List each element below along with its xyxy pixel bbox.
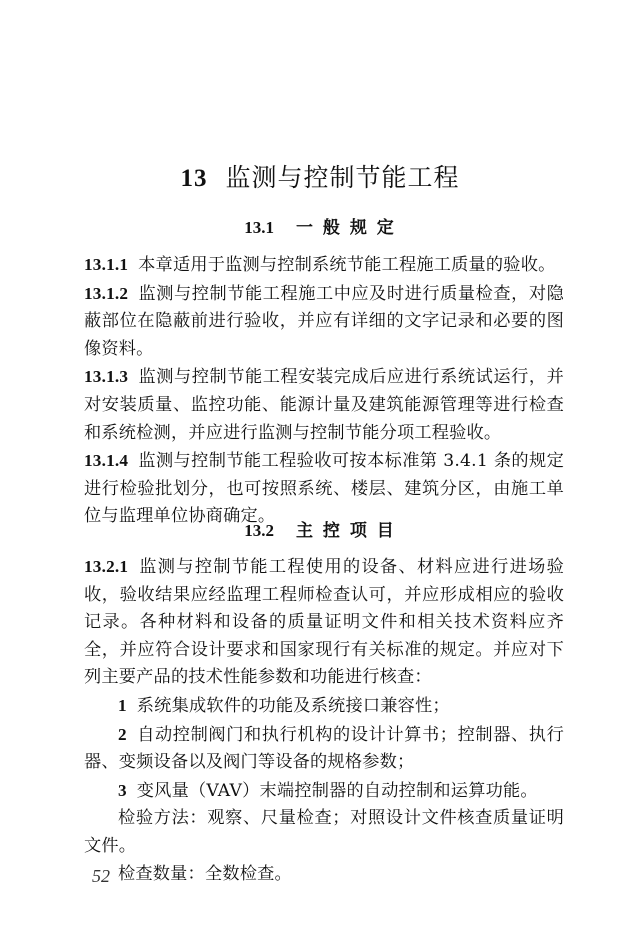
clause-text: 监测与控制节能工程施工中应及时进行质量检查，对隐蔽部位在隐蔽前进行验收，并应有详细的文字记录和必要的图像资料。	[84, 283, 564, 359]
general-provisions	[84, 251, 564, 531]
clause-number: 13.1.1	[84, 255, 129, 274]
section-number: 13.2	[244, 521, 274, 540]
list-item	[84, 721, 564, 777]
section-title-general	[0, 213, 640, 238]
clause-number: 13.2.1	[84, 557, 129, 576]
clause-13-1-2	[84, 280, 564, 364]
clause-text: 监测与控制节能工程验收可按本标准第 3.4.1 条的规定进行检验批划分，也可按照系统、楼层、建筑分区，由施工单位与监理单位协商确定。	[84, 451, 564, 527]
section-number: 13.1	[244, 218, 274, 237]
clause-text: 本章适用于监测与控制系统节能工程施工质量的验收。	[138, 255, 556, 275]
list-item	[84, 777, 564, 806]
item-number: 1	[118, 695, 127, 715]
clause-13-1-3	[84, 363, 564, 447]
inspection-method: 检验方法：观察、尺量检查；对照设计文件核查质量证明文件。	[84, 808, 564, 856]
clause-text: 监测与控制节能工程安装完成后应进行系统试运行，并对安装质量、监控功能、能源计量及建筑能源管理等进行检查和系统检测，并应进行监测与控制节能分项工程验收。	[84, 367, 564, 443]
clause-13-1-1	[84, 251, 564, 280]
page-number: 52	[92, 866, 110, 886]
clause-13-2-1	[84, 553, 564, 692]
clause-number: 13.1.2	[84, 283, 129, 303]
clause-number: 13.1.4	[84, 451, 129, 471]
item-number: 2	[118, 724, 127, 744]
item-text: 变风量（VAV）末端控制器的自动控制和运算功能。	[136, 780, 538, 801]
chapter-number: 13	[180, 165, 208, 192]
chapter-title-text: 监测与控制节能工程	[225, 163, 460, 192]
section-title-text: 一 般 规 定	[295, 218, 396, 238]
clause-text: 监测与控制节能工程使用的设备、材料应进行进场验收，验收结果应经监理工程师检查认可，并应形成相应的验收记录。各种材料和设备的质量证明文件和相关技术资料应齐全，并应符合设计要求和国家现行有关标准的规定。并应对下列主要产品的技术性能参数和功能进行核查：	[84, 557, 564, 688]
clause-number: 13.1.3	[84, 367, 129, 387]
main-control-items	[84, 553, 564, 888]
item-text: 自动控制阀门和执行机构的设计计算书；控制器、执行器、变频设备以及阀门等设备的规格参数；	[84, 724, 564, 773]
chapter-title	[0, 158, 640, 194]
item-number: 3	[118, 780, 127, 800]
item-text: 系统集成软件的功能及系统接口兼容性；	[136, 695, 450, 716]
list-item	[84, 692, 564, 721]
inspection-quantity: 检查数量：全数检查。	[118, 863, 292, 884]
section-title-text: 主 控 项 目	[295, 521, 396, 541]
section-title-main-control	[0, 516, 640, 541]
